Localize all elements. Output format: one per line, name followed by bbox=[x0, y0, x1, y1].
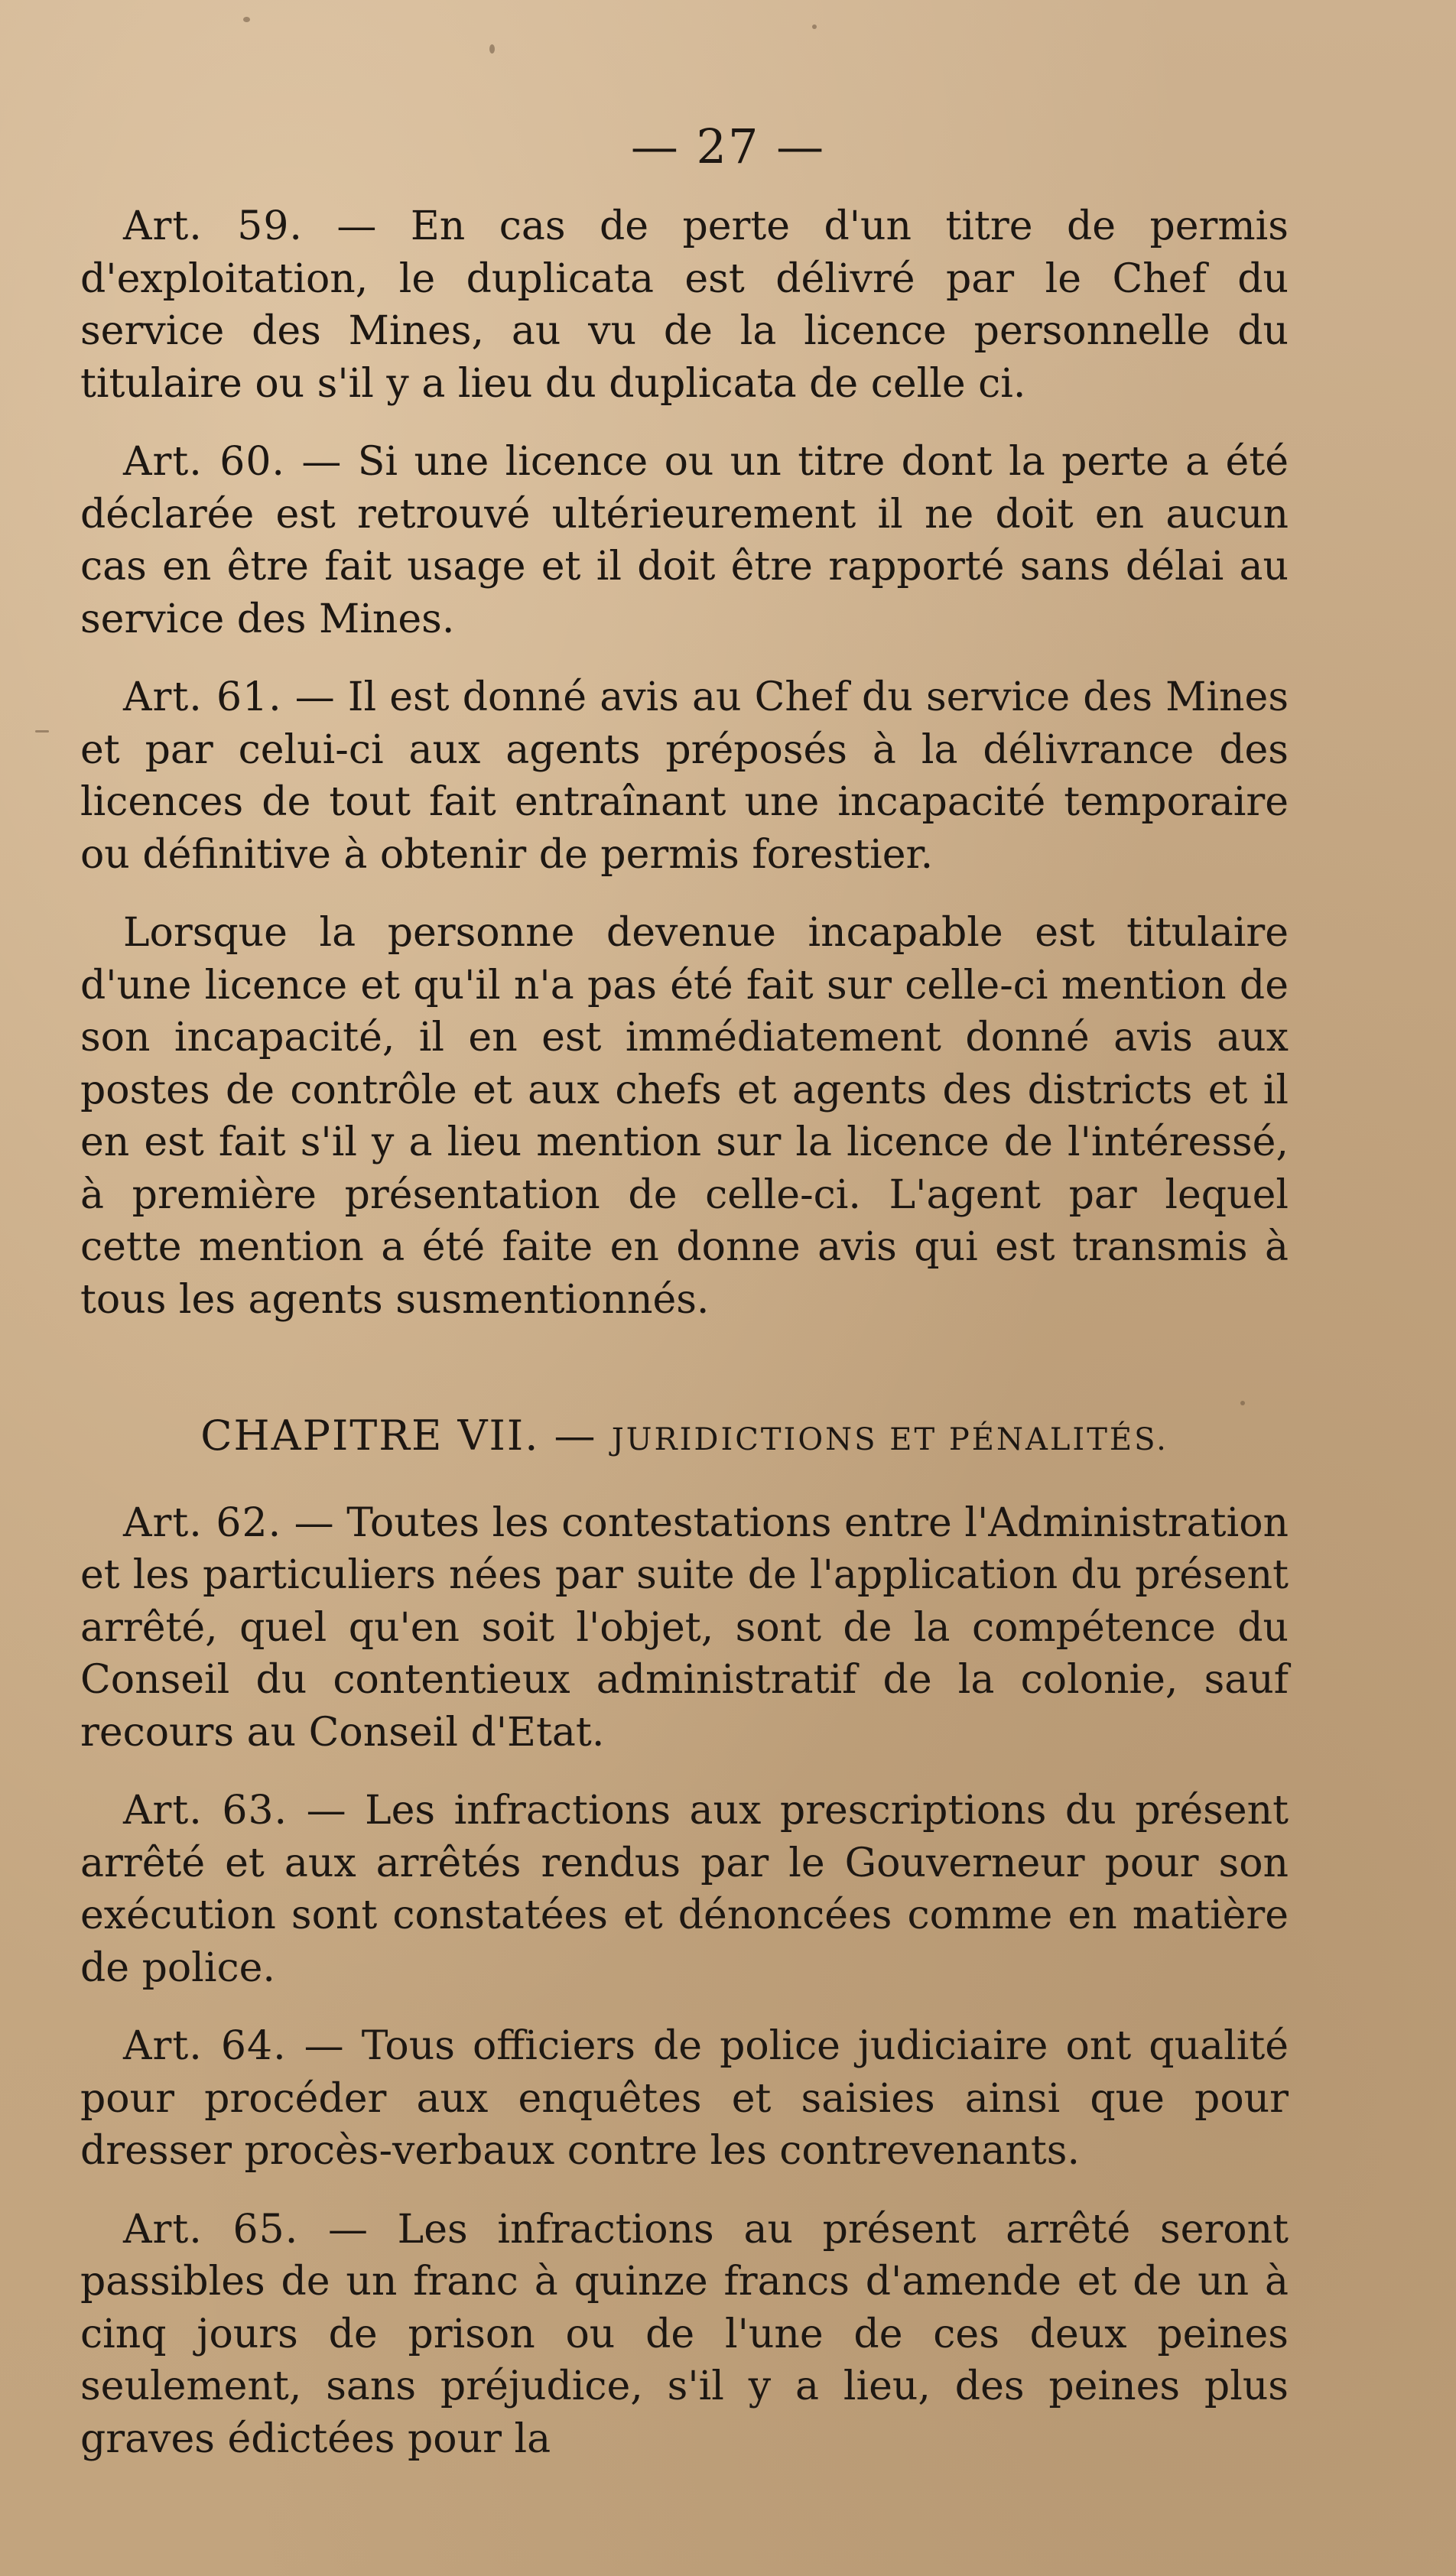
article-62 bbox=[80, 1497, 1289, 1759]
paper-speck bbox=[812, 24, 817, 29]
article-label: Art. 62. bbox=[123, 1499, 282, 1546]
article-text: — Il est donné avis au Chef du service des Mines et par celui-ci aux agents préposés à la délivrance des licences de tout fait entraînant une incapacité temporaire ou définitive à obtenir de permis forestier. bbox=[80, 674, 1289, 878]
chapter-subtitle: JURIDICTIONS ET PÉNALITÉS. bbox=[611, 1422, 1168, 1457]
article-63 bbox=[80, 1785, 1289, 1994]
article-text: — Si une licence ou un titre dont la perte a été déclarée est retrouvé ultérieurement il ne doit en aucun cas en être fait usage et il doit être rapporté sans délai au service des Mines. bbox=[80, 439, 1289, 642]
article-61-continuation bbox=[80, 907, 1289, 1326]
article-text: — En cas de perte d'un titre de permis d'exploitation, le duplicata est délivré par le Chef du service des Mines, au vu de la licence personnelle du titulaire ou s'il y a lieu du duplicata de celle ci. bbox=[80, 203, 1289, 407]
article-text: Lorsque la personne devenue incapable est titulaire d'une licence et qu'il n'a pas été fait sur celle-ci mention de son incapacité, il en est immédiatement donné avis aux postes de contrôle et aux chefs et agents des districts et il en est fait s'il y a lieu mention sur la licence de l'intéressé, à première présentation de celle-ci. L'agent par lequel cette mention a été faite en donne avis qui est transmis à tous les agents susmentionnés. bbox=[80, 910, 1289, 1323]
chapter-dash: — bbox=[539, 1411, 612, 1460]
article-label: Art. 65. bbox=[123, 2206, 299, 2253]
article-text: — Tous officiers de police judiciaire ont qualité pour procéder aux enquêtes et saisies ainsi que pour dresser procès-verbaux contre les contrevenants. bbox=[80, 2023, 1289, 2174]
article-64 bbox=[80, 2020, 1289, 2178]
article-label: Art. 60. bbox=[123, 439, 285, 485]
article-59 bbox=[80, 200, 1289, 410]
article-label: Art. 63. bbox=[123, 1788, 288, 1834]
page-number: — 27 — bbox=[630, 119, 826, 174]
paper-speck bbox=[243, 17, 250, 22]
article-text: — Les infractions aux prescriptions du présent arrêté et aux arrêtés rendus par le Gouverneur pour son exécution sont constatées et dénoncées comme en matière de police. bbox=[80, 1788, 1289, 1991]
article-label: Art. 64. bbox=[123, 2023, 287, 2069]
paper-speck bbox=[35, 730, 49, 733]
article-text: — Les infractions au présent arrêté seront passibles de un franc à quinze francs d'amende et de un à cinq jours de prison ou de l'une de ces deux peines seulement, sans préjudice, s'il y a lieu, des peines plus graves édictées pour la bbox=[80, 2206, 1289, 2462]
article-65 bbox=[80, 2204, 1289, 2466]
paper-speck bbox=[489, 44, 495, 54]
article-61 bbox=[80, 671, 1289, 881]
body-text bbox=[80, 200, 1289, 2491]
article-text: — Toutes les contestations entre l'Administration et les particuliers nées par suite de l'application du présent arrêté, quel qu'en soit l'objet, sont de la compétence du Conseil du contentieux administratif de la colonie, sauf recours au Conseil d'Etat. bbox=[80, 1499, 1289, 1756]
article-60 bbox=[80, 436, 1289, 645]
article-label: Art. 61. bbox=[123, 674, 282, 720]
chapter-heading bbox=[80, 1410, 1289, 1467]
chapter-title: CHAPITRE VII. bbox=[200, 1411, 540, 1460]
article-label: Art. 59. bbox=[123, 203, 303, 249]
